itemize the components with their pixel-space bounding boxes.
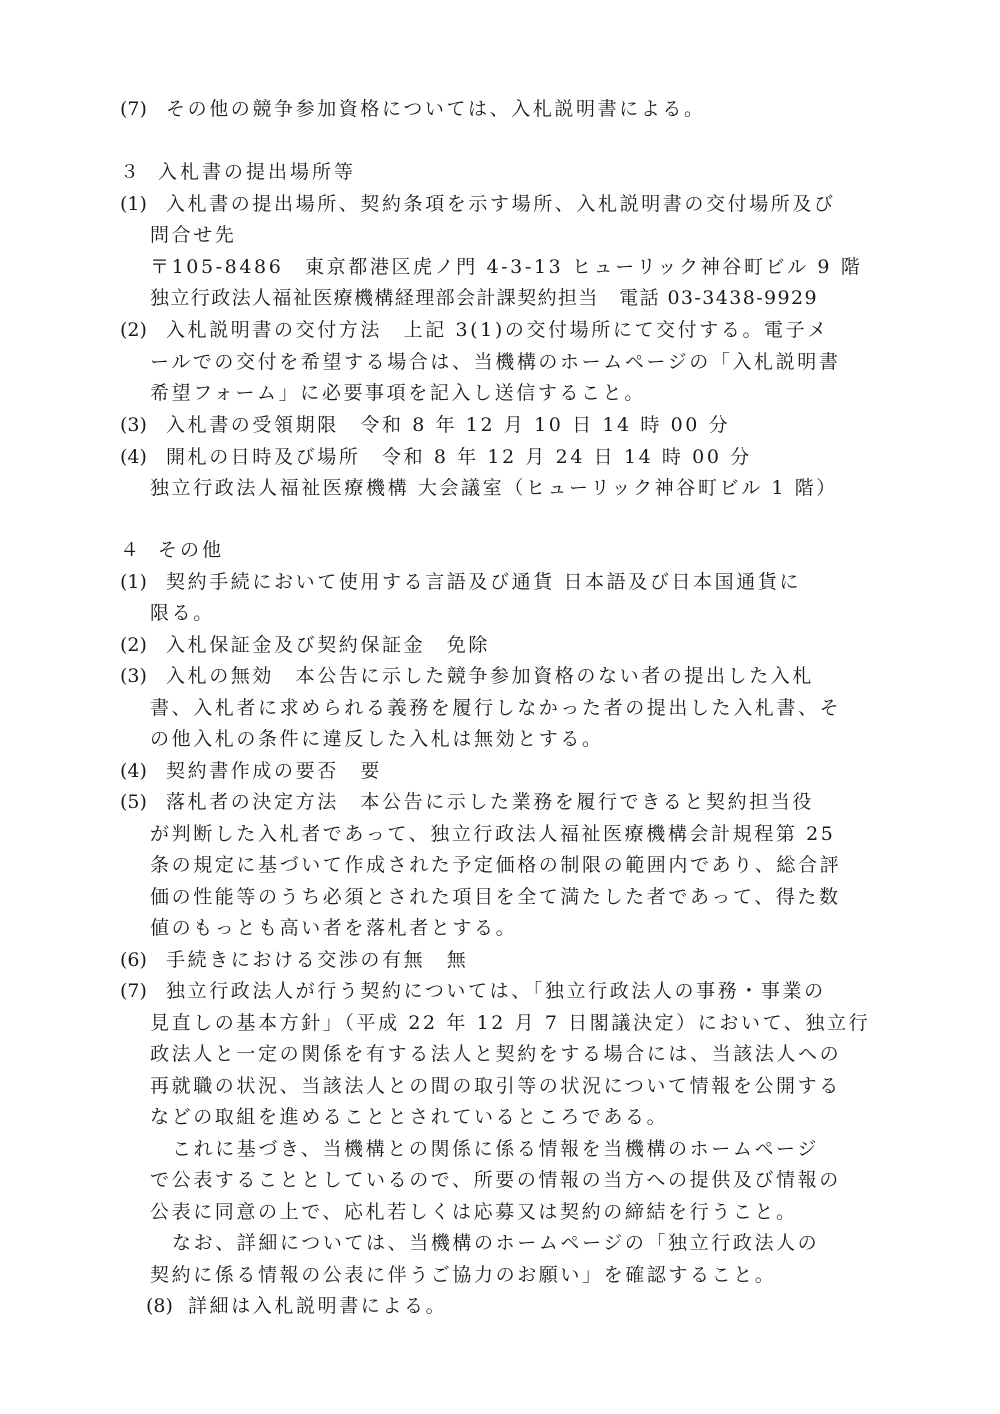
s3-item-4-line-2: 独立行政法人福祉医療機構 大会議室（ヒューリック神谷町ビル 1 階） [150,477,838,499]
item-text: 独立行政法人が行う契約については、「独立行政法人の事務・事業の [166,980,826,1002]
item-7-previous-section [120,93,880,125]
s3-item-4-line-1 [120,441,880,473]
s4-item-1-line-2: 限る。 [150,602,215,624]
s4-item-1-line-1 [120,566,880,598]
item-text: 開札の日時及び場所 令和 8 年 12 月 24 日 14 時 00 分 [166,446,752,468]
s4-item-7-line-8: 公表に同意の上で、応札若しくは応募又は契約の締結を行うこと。 [150,1201,798,1223]
item-number: (3) [120,665,147,687]
section-number: ４ [120,539,140,561]
s3-item-1-address: 〒105-8486 東京都港区虎ノ門 4-3-13 ヒューリック神谷町ビル 9 階 [150,256,863,278]
section-3-heading [120,156,880,188]
item-number: (4) [120,760,147,782]
s4-item-5-line-1 [120,786,880,818]
s3-item-2-line-3: 希望フォーム」に必要事項を記入し送信すること。 [150,382,646,404]
item-number: (1) [120,571,147,593]
item-text: 手続きにおける交渉の有無 無 [166,949,469,971]
s4-item-7-line-2: 見直しの基本方針」（平成 22 年 12 月 7 日閣議決定）において、独立行 [150,1012,870,1034]
item-text: 入札保証金及び契約保証金 免除 [166,634,491,656]
s4-item-5-line-3: 条の規定に基づいて作成された予定価格の制限の範囲内であり、総合評 [150,854,842,876]
s4-item-7-line-1 [120,975,880,1007]
item-number: (3) [120,414,147,436]
s4-item-7-line-4: 再就職の状況、当該法人との間の取引等の状況について情報を公開する [150,1075,841,1097]
section-title: その他 [158,539,225,561]
item-number: (6) [120,949,147,971]
item-number: (2) [120,319,147,341]
item-text: 入札書の提出場所、契約条項を示す場所、入札説明書の交付場所及び [166,193,836,215]
item-number: (7) [120,98,147,120]
item-number: (1) [120,193,147,215]
s4-item-7-line-5: などの取組を進めることとされているところである。 [150,1106,669,1128]
s4-item-7-line-9: なお、詳細については、当機構のホームページの「独立行政法人の [172,1232,820,1254]
s3-item-1-contact: 独立行政法人福祉医療機構経理部会計課契約担当 電話 03-3438-9929 [150,287,818,309]
section-4-heading [120,534,880,566]
s4-item-6 [120,944,880,976]
s4-item-7-line-10: 契約に係る情報の公表に伴うご協力のお願い」を確認すること。 [150,1264,777,1286]
s4-item-3-line-3: の他入札の条件に違反した入札は無効とする。 [150,728,604,750]
s3-item-3 [120,409,880,441]
s4-item-7-line-7: で公表することとしているので、所要の情報の当方への提供及び情報の [150,1169,841,1191]
item-number: (8) [146,1295,173,1317]
item-number: (2) [120,634,147,656]
s3-item-2-line-1 [120,314,880,346]
s4-item-5-line-2: が判断した入札者であって、独立行政法人福祉医療機構会計規程第 25 [150,823,836,845]
s4-item-5-line-5: 値のもっとも高い者を落札者とする。 [150,917,518,939]
s4-item-4 [120,755,880,787]
item-text: 契約書作成の要否 要 [166,760,383,782]
s4-item-8 [146,1290,876,1322]
s4-item-3-line-1 [120,660,880,692]
item-text: 契約手続において使用する言語及び通貨 日本語及び日本国通貨に [166,571,802,593]
item-number: (4) [120,446,147,468]
item-text: 詳細は入札説明書による。 [188,1295,448,1317]
section-number: ３ [120,161,140,183]
s4-item-7-line-3: 政法人と一定の関係を有する法人と契約をする場合には、当該法人への [150,1043,842,1065]
s4-item-3-line-2: 書、入札者に求められる義務を履行しなかった者の提出した入札書、そ [150,697,842,719]
item-text: 入札の無効 本公告に示した競争参加資格のない者の提出した入札 [166,665,815,687]
s4-item-2 [120,629,880,661]
s4-item-5-line-4: 価の性能等のうち必須とされた項目を全て満たした者であって、得た数 [150,886,841,908]
item-text: 入札説明書の交付方法 上記 3(1)の交付場所にて交付する。電子メ [166,319,829,341]
s4-item-7-line-6: これに基づき、当機構との関係に係る情報を当機構のホームページ [172,1138,819,1160]
s3-item-1-line-2: 問合せ先 [150,224,237,246]
s3-item-2-line-2: ールでの交付を希望する場合は、当機構のホームページの「入札説明書 [150,351,841,373]
item-number: (5) [120,791,147,813]
item-text: 入札書の受領期限 令和 8 年 12 月 10 日 14 時 00 分 [166,414,731,436]
section-title: 入札書の提出場所等 [158,161,357,183]
s3-item-1-line-1 [120,188,880,220]
item-text: その他の競争参加資格については、入札説明書による。 [166,98,706,120]
item-text: 落札者の決定方法 本公告に示した業務を履行できると契約担当役 [166,791,815,813]
item-number: (7) [120,980,147,1002]
